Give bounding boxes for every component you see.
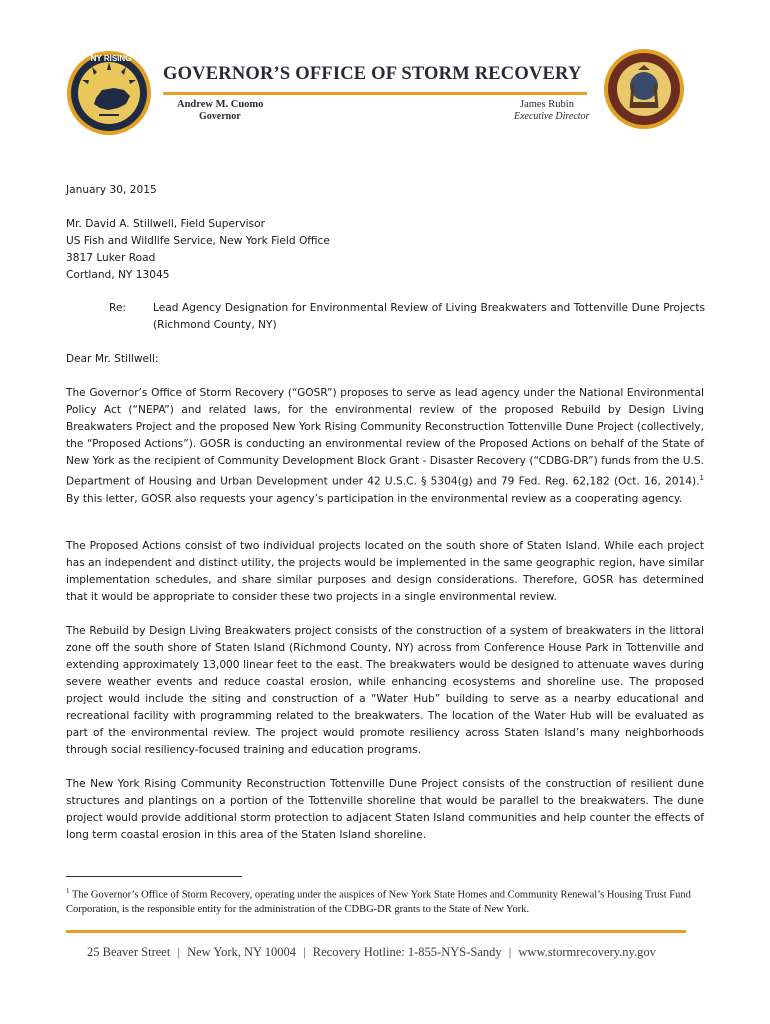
footnote-text: The Governor’s Office of Storm Recovery, operating under the auspices of New York State Homes and Community Renewal’s Housing Trust Fund Corporation, is the responsible entity for the administration of the CDBG-DR grants to the State of New York. — [66, 889, 691, 915]
recipient-line: US Fish and Wildlife Service, New York Field Office — [66, 235, 330, 247]
paragraph-lead-agency-continued: By this letter, GOSR also requests your agency’s participation in the environmental review as a cooperating agency. — [66, 492, 683, 505]
recipient-line: Mr. David A. Stillwell, Field Supervisor — [66, 218, 265, 230]
paragraph-living-breakwaters: The Rebuild by Design Living Breakwaters project consists of the construction of a system of breakwaters in the littoral zone off the south shore of Staten Island (Richmond County, NY) across from Conference House Park in Tottenville and extending approximately 13,000 linear feet to the east. The breakwaters would be designed to attenuate waves during severe weather events and reduce coastal erosion, while enhancing ecosystems and shoreline use. The proposed project would include the siting and construction of a “Water Hub” building to serve as a nearby educational and recreational facility with programming related to the breakwaters. The location of the Water Hub will be evaluated as part of the environmental review. The project would promote resiliency across Staten Island’s many neighborhoods through social resiliency-focused training and education programs. — [66, 625, 704, 756]
footer-rule — [66, 930, 686, 933]
subject-text: Lead Agency Designation for Environmental Review of Living Breakwaters and Tottenville Dune Projects (Richmond County, NY) — [153, 302, 705, 331]
footer-city: New York, NY 10004 — [187, 945, 296, 959]
paragraph-lead-agency-text: The Governor’s Office of Storm Recovery (“GOSR”) proposes to serve as lead agency under the National Environmental Policy Act (“NEPA”) and related laws, for the environmental review of the proposed Rebuild by Design Living Breakwaters Project and the proposed New York Rising Community Reconstruction Tottenville Dune Project (collectively, the “Proposed Actions”). GOSR is conducting an environmental review of the Proposed Actions on behalf of the State of New York as the recipient of Community Development Block Grant - Disaster Recovery (“CDBG-DR”) funds from the U.S. Department of Housing and Urban Development under 42 U.S.C. § 5304(g) and 79 Fed. Reg. 62,182 (Oct. 16, 2014). — [66, 387, 704, 488]
footer — [87, 945, 687, 960]
footnote — [66, 884, 694, 917]
letterhead-rule — [163, 92, 587, 95]
paragraph-lead-agency — [66, 385, 704, 508]
subject-label: Re: — [109, 302, 126, 314]
recipient-line: 3817 Luker Road — [66, 252, 156, 264]
governor-title: Governor — [199, 111, 241, 122]
recipient-address — [66, 216, 704, 284]
footer-website[interactable]: www.stormrecovery.ny.gov — [518, 945, 656, 959]
footer-hotline: Recovery Hotline: 1-855-NYS-Sandy — [312, 945, 502, 959]
footer-separator: | — [508, 945, 512, 959]
governor-name: Andrew M. Cuomo — [177, 99, 264, 110]
paragraph-tottenville-dune: The New York Rising Community Reconstruction Tottenville Dune Project consists of the construction of resilient dune structures and plantings on a portion of the Tottenville shoreline that would be parallel to the breakwaters. The dune project would provide additional storm protection to adjacent Staten Island communities and help counter the effects of long term coastal erosion in this area of the Staten Island shoreline. — [66, 778, 704, 841]
footer-separator: | — [177, 945, 180, 959]
office-title: GOVERNOR’S OFFICE OF STORM RECOVERY — [163, 64, 582, 84]
footnote-reference: 1 — [699, 474, 704, 482]
svg-text:NY RISING: NY RISING — [90, 54, 132, 63]
footnote-marker: 1 — [66, 887, 70, 895]
footnote-rule — [66, 876, 242, 877]
letter-date: January 30, 2015 — [66, 184, 157, 196]
ny-rising-logo-lettering — [86, 50, 136, 64]
salutation: Dear Mr. Stillwell: — [66, 353, 159, 365]
new-york-state-seal — [603, 48, 685, 130]
letterhead — [0, 0, 770, 150]
footer-separator: | — [303, 945, 306, 959]
director-name: James Rubin — [520, 99, 574, 110]
director-title: Executive Director — [514, 111, 590, 122]
recipient-line: Cortland, NY 13045 — [66, 269, 170, 281]
paragraph-proposed-actions: The Proposed Actions consist of two individual projects located on the south shore of Staten Island. While each project has an independent and distinct utility, the projects would be implemented in the same geographic region, have similar implementation schedules, and share similar purposes and design considerations. Therefore, GOSR has determined that it would be appropriate to consider these two projects in a single environmental review. — [66, 540, 704, 603]
footer-address: 25 Beaver Street — [87, 945, 171, 959]
